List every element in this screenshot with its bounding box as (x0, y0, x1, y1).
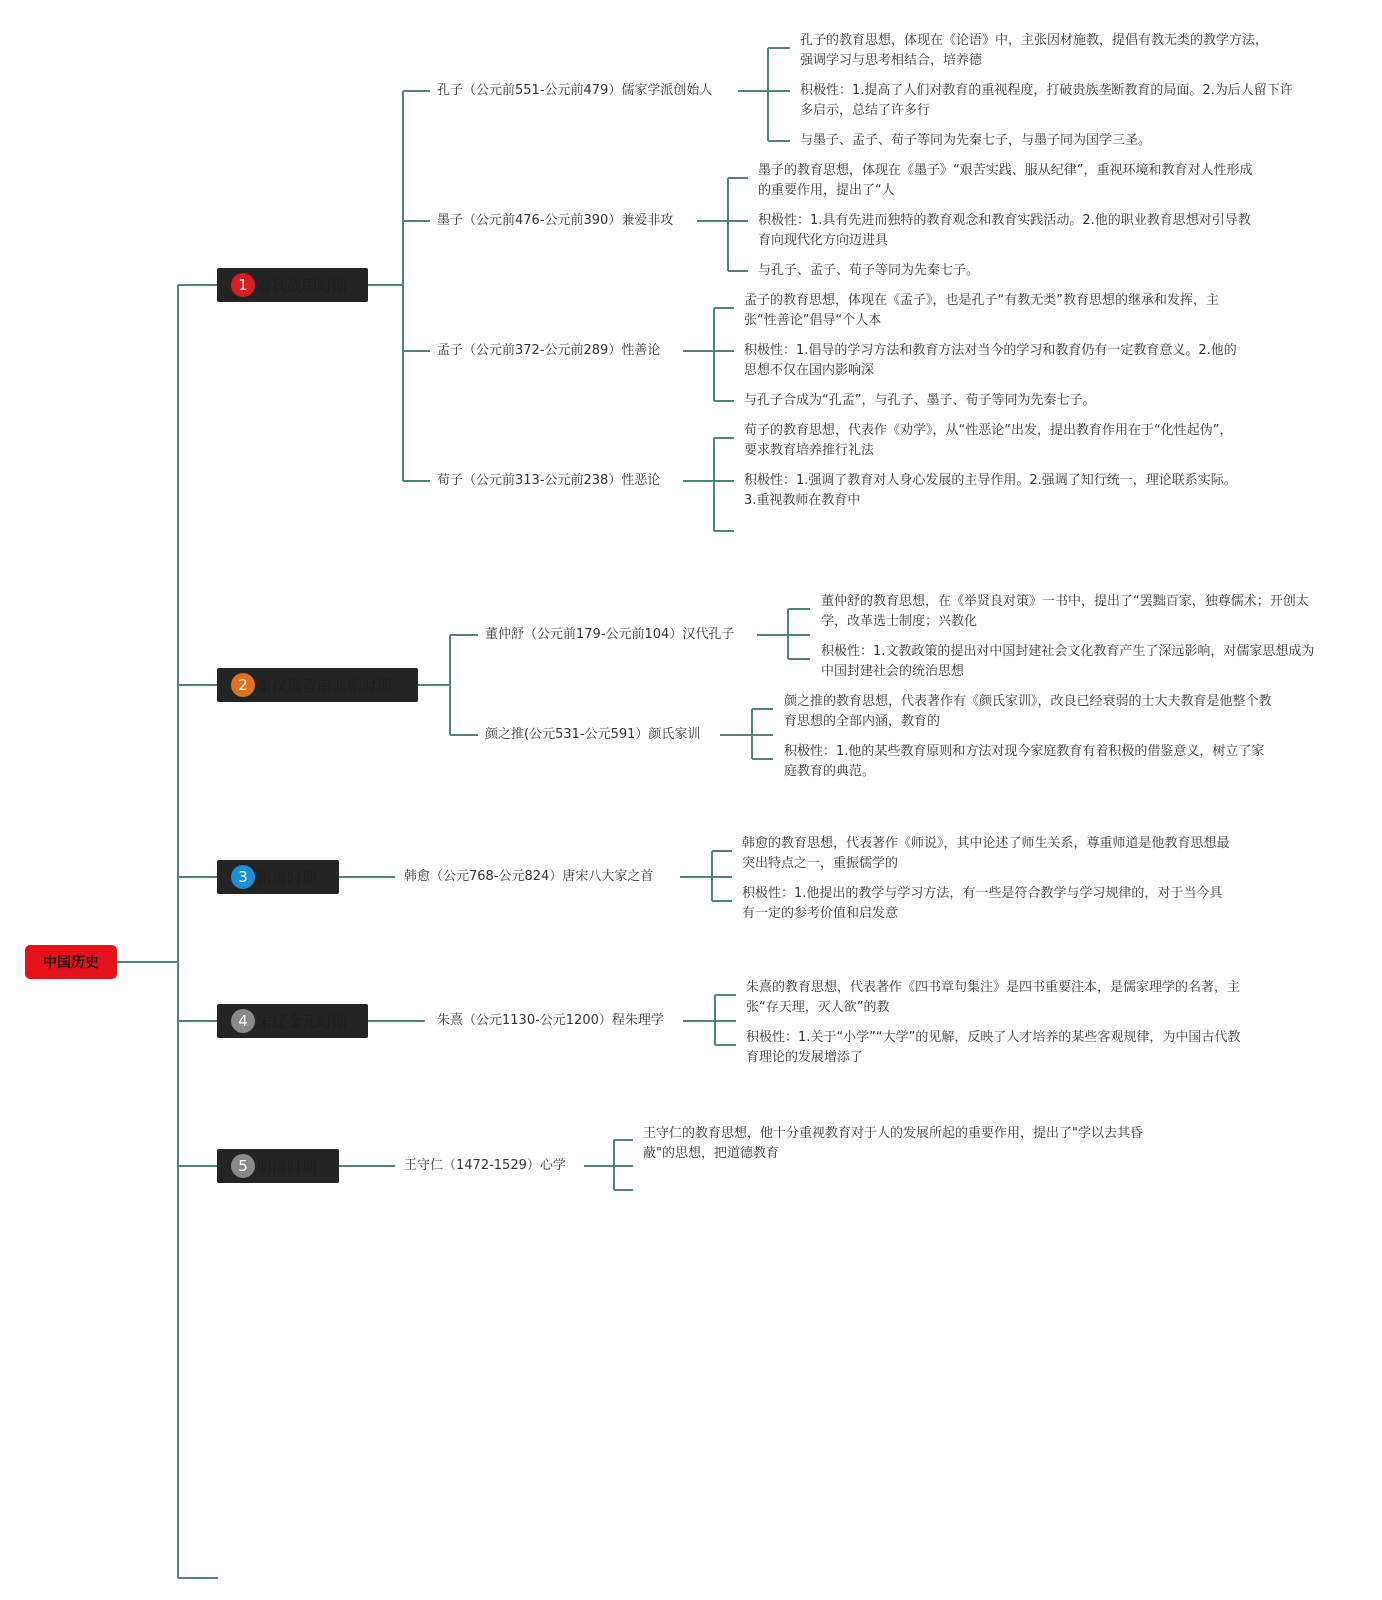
era-node-4[interactable] (217, 1004, 368, 1038)
era-node-1[interactable] (217, 268, 368, 302)
era-label: 秦汉魏晋南北朝时期 (257, 676, 393, 695)
detail-node[interactable]: 积极性：1.他提出的教学与学习方法，有一些是符合教学与学习规律的，对于当今具有一定的参考价值和启发意 (742, 886, 1223, 921)
figure-node-confucius[interactable]: 孔子（公元前551-公元前479）儒家学派创始人 (437, 83, 713, 98)
detail-node[interactable]: 积极性：1.关于“小学”“大学”的见解，反映了人才培养的某些客观规律，为中国古代教育理论的发展增添了 (746, 1030, 1241, 1065)
era-number-badge: 5 (231, 1154, 255, 1178)
era-node-3[interactable] (217, 860, 339, 894)
detail-node[interactable]: 孔子的教育思想，体现在《论语》中，主张因材施教，提倡有教无类的教学方法，强调学习与思考相结合，培养德 (800, 33, 1269, 68)
figure-node-wang-shouren[interactable]: 王守仁（1472-1529）心学 (404, 1158, 566, 1173)
figure-node-yan-zhitui[interactable]: 颜之推(公元531-公元591）颜氏家训 (485, 727, 701, 742)
detail-node[interactable]: 与孔子合成为“孔孟”，与孔子、墨子、荀子等同为先秦七子。 (744, 393, 1096, 408)
era-node-5[interactable] (217, 1149, 339, 1183)
detail-node[interactable]: 董仲舒的教育思想，在《举贤良对策》一书中，提出了“罢黜百家，独尊儒术；开创太学，改革选士制度；兴教化 (821, 594, 1309, 629)
detail-node[interactable]: 积极性：1.具有先进而独特的教育观念和教育实践活动。2.他的职业教育思想对引导教育向现代化方向迈进具 (758, 213, 1251, 248)
figure-node-xunzi[interactable]: 荀子（公元前313-公元前238）性恶论 (437, 473, 661, 488)
detail-node[interactable]: 积极性：1.倡导的学习方法和教育方法对当今的学习和教育仍有一定教育意义。2.他的思想不仅在国内影响深 (744, 343, 1237, 378)
detail-node[interactable]: 王守仁的教育思想，他十分重视教育对于人的发展所起的重要作用，提出了"学以去其昏蔽"的思想，把道德教育 (643, 1126, 1143, 1161)
detail-node[interactable]: 荀子的教育思想，代表作《劝学》，从“性恶论”出发，提出教育作用在于“化性起伪”，要求教育培养推行礼法 (744, 423, 1233, 458)
figure-node-mencius[interactable]: 孟子（公元前372-公元前289）性善论 (437, 343, 661, 358)
era-number-badge: 2 (231, 673, 255, 697)
figure-node-mozi[interactable]: 墨子（公元前476-公元前390）兼爱非攻 (437, 213, 674, 228)
detail-node[interactable]: 孟子的教育思想，体现在《孟子》，也是孔子“有教无类”教育思想的继承和发挥，主张“性善论”倡导“个人本 (744, 293, 1219, 328)
era-label: 明清时期 (257, 1157, 318, 1176)
detail-node[interactable]: 朱熹的教育思想，代表著作《四书章句集注》是四书重要注本，是儒家理学的名著，主张“存天理，灭人欲”的教 (746, 980, 1241, 1015)
detail-node[interactable]: 积极性：1.文教政策的提出对中国封建社会文化教育产生了深远影响，对儒家思想成为中国封建社会的统治思想 (821, 644, 1315, 679)
root-node[interactable]: 中国历史 (25, 945, 117, 979)
figure-node-zhu-xi[interactable]: 朱熹（公元1130-公元1200）程朱理学 (437, 1013, 664, 1028)
detail-node[interactable]: 与孔子、孟子、荀子等同为先秦七子。 (758, 263, 980, 278)
detail-node[interactable]: 墨子的教育思想，体现在《墨子》“艰苦实践、服从纪律”，重视环境和教育对人性形成的重要作用，提出了“人 (758, 163, 1253, 198)
era-node-2[interactable] (217, 668, 418, 702)
detail-node[interactable]: 积极性：1.提高了人们对教育的重视程度，打破贵族垄断教育的局面。2.为后人留下许多启示，总结了许多行 (800, 83, 1293, 118)
figure-node-dong-zhongshu[interactable]: 董仲舒（公元前179-公元前104）汉代孔子 (485, 627, 735, 642)
era-label: 宋辽金元时期 (257, 1012, 348, 1031)
detail-node[interactable]: 与墨子、孟子、荀子等同为先秦七子，与墨子同为国学三圣。 (800, 133, 1152, 148)
detail-node[interactable]: 积极性：1.他的某些教育原则和方法对现今家庭教育有着积极的借鉴意义，树立了家庭教育的典范。 (784, 744, 1265, 779)
detail-node[interactable]: 积极性：1.强调了教育对人身心发展的主导作用。2.强调了知行统一，理论联系实际。3.重视教师在教育中 (744, 473, 1237, 508)
era-label: 春秋战国时期 (257, 276, 348, 295)
era-number-badge: 1 (231, 273, 255, 297)
era-number-badge: 3 (231, 865, 255, 889)
detail-node[interactable]: 韩愈的教育思想，代表著作《师说》，其中论述了师生关系，尊重师道是他教育思想最突出特点之一，重振儒学的 (742, 836, 1230, 871)
figure-node-han-yu[interactable]: 韩愈（公元768-公元824）唐宋八大家之首 (404, 869, 654, 884)
era-label: 隋唐时期 (257, 868, 318, 887)
era-number-badge: 4 (231, 1009, 255, 1033)
detail-node[interactable]: 颜之推的教育思想，代表著作有《颜氏家训》，改良已经衰弱的士大夫教育是他整个教育思想的全部内涵，教育的 (784, 694, 1272, 729)
